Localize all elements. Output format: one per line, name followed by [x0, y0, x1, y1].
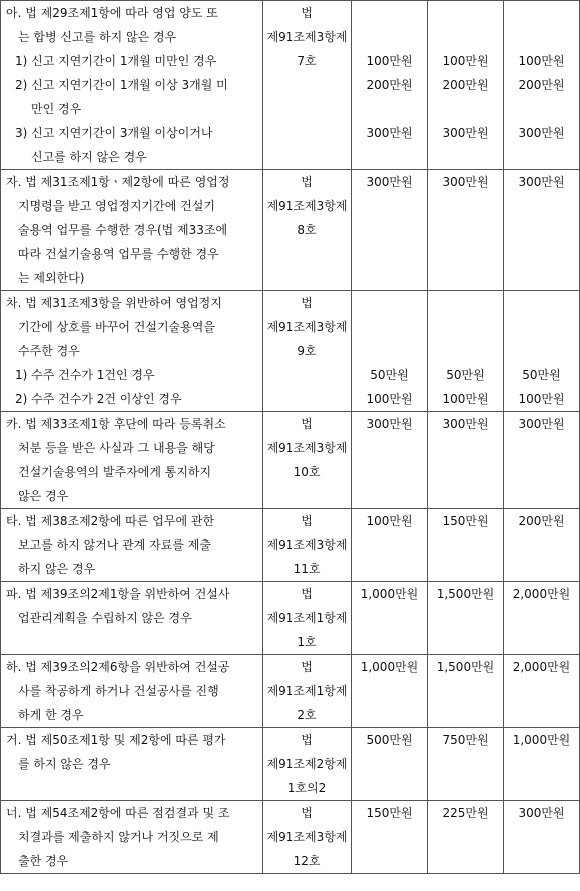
- legal-basis-line: 법: [301, 6, 313, 20]
- legal-basis-line: 제91조제3항제: [266, 199, 348, 213]
- legal-basis-line: 제91조제1항제: [266, 611, 348, 625]
- legal-basis-line: 제91조제1항제: [266, 684, 348, 698]
- fine-amount: 50만원: [522, 368, 561, 382]
- blank-line: [352, 97, 427, 121]
- fine-amount-cell-3: [504, 728, 580, 801]
- blank-line: [504, 1, 579, 25]
- table-row: [1, 170, 580, 291]
- legal-basis-line: 법: [301, 660, 313, 674]
- blank-line: [504, 97, 579, 121]
- legal-basis-line: 1호: [297, 635, 317, 649]
- legal-basis-cell: [263, 582, 352, 655]
- fine-amount: 300만원: [442, 417, 489, 431]
- legal-basis-line: 법: [301, 514, 313, 528]
- legal-basis-line: 제91조제3항제: [266, 30, 348, 44]
- fine-amount: 2,000만원: [512, 660, 571, 674]
- fine-amount-cell-3: [504, 801, 580, 874]
- fine-amount-cell-2: [428, 412, 504, 509]
- fine-amount: 1,500만원: [436, 660, 495, 674]
- fine-amount: 1,000만원: [360, 660, 419, 674]
- legal-basis-line: 제91조제3항제: [266, 320, 348, 334]
- legal-basis-line: 9호: [297, 344, 317, 358]
- fine-amount-cell-2: [428, 728, 504, 801]
- blank-line: [352, 339, 427, 363]
- legal-basis-line: 법: [301, 733, 313, 747]
- table-row: [1, 801, 580, 874]
- table-row: [1, 655, 580, 728]
- blank-line: [504, 339, 579, 363]
- violation-description-cell: [1, 801, 263, 874]
- blank-line: [428, 1, 503, 25]
- fine-amount-cell-1: [352, 1, 428, 170]
- fine-amount-cell-3: [504, 509, 580, 582]
- violation-description-line: 건설기술용역의 발주자에게 통지하지: [18, 465, 212, 479]
- fine-amount-cell-2: [428, 170, 504, 291]
- sub-item-description-line: 1) 신고 지연기간이 1개월 미만인 경우: [15, 54, 217, 68]
- fine-amount: 200만원: [518, 514, 565, 528]
- violation-description-line: 카. 법 제33조제1항 후단에 따라 등록취소: [6, 417, 226, 431]
- violation-description-line: 는 제외한다): [18, 271, 85, 285]
- sub-item-description-line: 3) 신고 지연기간이 3개월 이상이거나: [15, 126, 213, 140]
- fine-amount-cell-1: [352, 728, 428, 801]
- fine-amount-cell-2: [428, 655, 504, 728]
- violation-description-line: 를 하지 않은 경우: [18, 757, 111, 771]
- legal-basis-line: 법: [301, 806, 313, 820]
- legal-basis-line: 10호: [293, 465, 321, 479]
- fine-amount-cell-2: [428, 801, 504, 874]
- violation-description-line: 업관리계획을 수립하지 않은 경우: [18, 611, 192, 625]
- fine-amount-cell-1: [352, 801, 428, 874]
- legal-basis-cell: [263, 655, 352, 728]
- legal-basis-line: 1호의2: [287, 781, 327, 795]
- fine-amount: 100만원: [366, 392, 413, 406]
- legal-basis-cell: [263, 412, 352, 509]
- violation-description-line: 사를 착공하게 하거나 건설공사를 진행: [18, 684, 219, 698]
- legal-basis-line: 7호: [297, 54, 317, 68]
- sub-item-description-line: 2) 수주 건수가 2건 이상인 경우: [15, 392, 182, 406]
- fine-amount: 300만원: [518, 806, 565, 820]
- fine-amount: 500만원: [366, 733, 413, 747]
- fine-amount: 225만원: [442, 806, 489, 820]
- table-row: [1, 1, 580, 170]
- violation-description-line: 수주한 경우: [18, 344, 80, 358]
- table-row: [1, 509, 580, 582]
- fine-amount: 300만원: [442, 126, 489, 140]
- fine-amount-cell-1: [352, 582, 428, 655]
- blank-line: [428, 315, 503, 339]
- blank-line: [428, 339, 503, 363]
- fine-amount-cell-2: [428, 509, 504, 582]
- violation-description-line: 하게 한 경우: [18, 708, 84, 722]
- fine-amount-cell-3: [504, 1, 580, 170]
- legal-basis-line: 법: [301, 175, 313, 189]
- blank-line: [352, 291, 427, 315]
- violation-description-cell: [1, 1, 263, 170]
- table-row: [1, 582, 580, 655]
- fine-amount-cell-2: [428, 582, 504, 655]
- fine-amount-cell-1: [352, 412, 428, 509]
- blank-line: [428, 145, 503, 169]
- legal-basis-line: 법: [301, 587, 313, 601]
- fine-amount-cell-2: [428, 1, 504, 170]
- fine-amount: 300만원: [518, 175, 565, 189]
- violation-description-cell: [1, 728, 263, 801]
- fine-amount: 150만원: [442, 514, 489, 528]
- violation-description-line: 자. 법 제31조제1항ㆍ제2항에 따른 영업정: [6, 175, 230, 189]
- violation-description-line: 는 합병 신고를 하지 않은 경우: [18, 30, 177, 44]
- legal-basis-line: 2호: [297, 708, 317, 722]
- blank-line: [428, 97, 503, 121]
- violation-description-cell: [1, 509, 263, 582]
- fine-amount-cell-3: [504, 170, 580, 291]
- violation-description-cell: [1, 170, 263, 291]
- sub-item-description-line: 2) 신고 지연기간이 1개월 이상 3개월 미: [15, 78, 228, 92]
- fine-amount: 1,000만원: [360, 587, 419, 601]
- violation-description-cell: [1, 655, 263, 728]
- legal-basis-line: 8호: [297, 223, 317, 237]
- penalty-table-body: [1, 1, 580, 874]
- legal-basis-line: 법: [301, 296, 313, 310]
- fine-amount: 50만원: [446, 368, 485, 382]
- violation-description-line: 보고를 하지 않거나 관계 자료를 제출: [18, 538, 211, 552]
- fine-amount: 300만원: [518, 126, 565, 140]
- fine-amount: 200만원: [518, 78, 565, 92]
- legal-basis-line: 11호: [293, 562, 321, 576]
- table-row: [1, 412, 580, 509]
- fine-amount-cell-3: [504, 582, 580, 655]
- violation-description-line: 너. 법 제54조제2항에 따른 점검결과 및 조: [6, 806, 230, 820]
- fine-amount-cell-1: [352, 509, 428, 582]
- fine-amount: 200만원: [442, 78, 489, 92]
- violation-description-line: 술용역 업무를 수행한 경우(법 제33조에: [18, 223, 228, 237]
- fine-amount: 100만원: [442, 54, 489, 68]
- table-row: [1, 728, 580, 801]
- violation-description-line: 치결과를 제출하지 않거나 거짓으로 제: [18, 830, 219, 844]
- fine-amount-cell-2: [428, 291, 504, 412]
- violation-description-line: 아. 법 제29조제1항에 따라 영업 양도 또: [6, 6, 218, 20]
- blank-line: [352, 1, 427, 25]
- fine-amount: 100만원: [518, 392, 565, 406]
- violation-description-line: 처분 등을 받은 사실과 그 내용을 해당: [18, 441, 215, 455]
- blank-line: [352, 25, 427, 49]
- legal-basis-cell: [263, 291, 352, 412]
- violation-description-line: 지명령을 받고 영업정지기간에 건설기: [18, 199, 215, 213]
- sub-item-description-line: 만인 경우: [31, 102, 82, 116]
- legal-basis-cell: [263, 728, 352, 801]
- fine-amount: 100만원: [366, 514, 413, 528]
- violation-description-cell: [1, 582, 263, 655]
- blank-line: [504, 25, 579, 49]
- blank-line: [504, 315, 579, 339]
- fine-amount: 50만원: [370, 368, 409, 382]
- legal-basis-line: 제91조제3항제: [266, 830, 348, 844]
- legal-basis-cell: [263, 170, 352, 291]
- legal-basis-cell: [263, 1, 352, 170]
- fine-amount: 150만원: [366, 806, 413, 820]
- violation-description-line: 차. 법 제31조제3항을 위반하여 영업정지: [6, 296, 222, 310]
- violation-description-line: 하. 법 제39조의2제6항을 위반하여 건설공: [6, 660, 230, 674]
- violation-description-line: 따라 건설기술용역 업무를 수행한 경우: [18, 247, 219, 261]
- fine-amount-cell-3: [504, 291, 580, 412]
- violation-description-line: 파. 법 제39조의2제1항을 위반하여 건설사: [6, 587, 230, 601]
- legal-basis-line: 법: [301, 417, 313, 431]
- blank-line: [352, 315, 427, 339]
- blank-line: [352, 145, 427, 169]
- fine-amount-cell-3: [504, 412, 580, 509]
- fine-amount: 2,000만원: [512, 587, 571, 601]
- violation-description-cell: [1, 412, 263, 509]
- violation-description-line: 않은 경우: [18, 489, 69, 503]
- violation-description-line: 기간에 상호를 바꾸어 건설기술용역을: [18, 320, 215, 334]
- blank-line: [428, 25, 503, 49]
- table-row: [1, 291, 580, 412]
- violation-description-line: 출한 경우: [18, 854, 69, 868]
- fine-amount: 100만원: [442, 392, 489, 406]
- blank-line: [504, 291, 579, 315]
- fine-amount: 200만원: [366, 78, 413, 92]
- fine-amount: 1,000만원: [512, 733, 571, 747]
- fine-amount: 300만원: [366, 126, 413, 140]
- legal-basis-cell: [263, 509, 352, 582]
- violation-description-cell: [1, 291, 263, 412]
- fine-amount: 100만원: [518, 54, 565, 68]
- violation-description-line: 거. 법 제50조제1항 및 제2항에 따른 평가: [6, 733, 226, 747]
- blank-line: [428, 291, 503, 315]
- blank-line: [504, 145, 579, 169]
- fine-amount: 300만원: [366, 175, 413, 189]
- legal-basis-line: 제91조제2항제: [266, 757, 348, 771]
- sub-item-description-line: 신고를 하지 않은 경우: [31, 150, 147, 164]
- sub-item-description-line: 1) 수주 건수가 1건인 경우: [15, 368, 155, 382]
- fine-amount: 750만원: [442, 733, 489, 747]
- fine-amount: 300만원: [442, 175, 489, 189]
- fine-amount: 100만원: [366, 54, 413, 68]
- legal-basis-cell: [263, 801, 352, 874]
- fine-amount-cell-3: [504, 655, 580, 728]
- fine-amount-cell-1: [352, 170, 428, 291]
- legal-basis-line: 제91조제3항제: [266, 538, 348, 552]
- violation-description-line: 타. 법 제38조제2항에 따른 업무에 관한: [6, 514, 215, 528]
- fine-amount: 300만원: [518, 417, 565, 431]
- fine-amount-cell-1: [352, 291, 428, 412]
- fine-amount: 1,500만원: [436, 587, 495, 601]
- legal-basis-line: 제91조제3항제: [266, 441, 348, 455]
- fine-amount-cell-1: [352, 655, 428, 728]
- violation-description-line: 하지 않은 경우: [18, 562, 96, 576]
- fine-amount: 300만원: [366, 417, 413, 431]
- legal-basis-line: 12호: [293, 854, 321, 868]
